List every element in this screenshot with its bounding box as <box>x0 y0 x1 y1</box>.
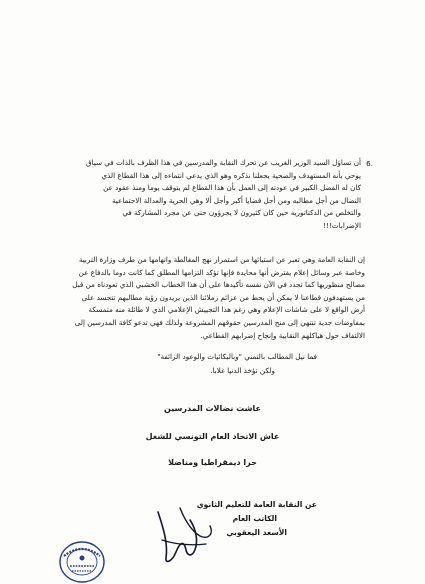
statement-line: أرض الواقع لا على شاشات الإعلام وهي رغم هذا التجييش الإعلامي الذي لا طائلة منه متمسكة <box>88 305 365 315</box>
point6-line: أن تساؤل السيد الوزير الغريب عن تحرك النقابة والمدرسين في هذا الظرف بالذات في سياق <box>86 158 361 167</box>
signatory-title: الكاتب العام <box>232 514 277 523</box>
statement-line: إن النقابة العامة وهي تعبر عن استيائها من استمرار نهج المغالطة واتهامها من طرف وزارة التربية <box>78 255 365 264</box>
point6-line: والتخلص من الدكتاتورية حين كان كثيرون لا يجرؤون حتى عن مجرد المشاركة في <box>122 208 361 218</box>
point6-line: كان له الفضل الكبير في عودته إلى العمل بأن هذا القطاع لم يتوقف يوما ومنذ عقود عن <box>103 183 361 193</box>
statement-line: الالتفاف حول هياكلهم النقابية وإنجاح إضرابهم القطاعي. <box>200 330 365 340</box>
handwritten-signature <box>150 500 220 570</box>
statement-line: من يستهدفون قطاعنا لا يمكن أن يحط من عزائم زملائنا الذين يريدون رؤية مطالبهم تتجسد على <box>81 292 365 302</box>
point-number: 6. <box>366 159 373 168</box>
union-stamp <box>58 540 106 584</box>
union-name: عن النقابة العامة للتعليم الثانوي <box>196 500 317 509</box>
quote-line-1: فما نيل المطالب بالتمني "وبالبكائيات والوعود الزائفة" <box>157 352 317 361</box>
statement-line: مصالح منظوريها كما تجدد في الآن نفسه تأكيدها على أن هذا الخطاب الخشبي الذي تعودناه من قبل <box>72 280 365 290</box>
quote-line-2: ولكن تؤخذ الدنيا غلابا. <box>210 366 275 375</box>
slogan-2: عاش الاتحاد العام التونسي للشغل <box>145 432 280 441</box>
point6-line: يوحي بأنه المستهدف والضحية يجعلنا نذكره وهو الذي يدعي انتماءه إلى هذا القطاع الذي <box>101 170 361 180</box>
signatory-name: الأسعد اليعقوبي <box>226 528 287 537</box>
union-statement-paragraph <box>60 254 365 342</box>
statement-line: وخاصة عبر وسائل إعلام يفترض أنها محايدة فإنها تؤكد التزامها المطلق كما كانت دوما بالدفاع عن <box>78 267 365 277</box>
point6-line: النضال من أجل مطالبه ومن أجل قضايا أكبر وأجل ألا وهي الحرية والعدالة الاجتماعية <box>112 195 361 205</box>
slogan-1: عاشت نضالات المدرسين <box>164 404 261 413</box>
slogan-3: حرا ديمقراطيا ومناضلا <box>168 458 257 467</box>
point6-paragraph <box>71 157 361 233</box>
point6-line: الإضرابات!!! <box>323 220 361 230</box>
statement-line: بمفاوضات جدية تنتهي إلى منح المدرسين حقوقهم المشروعة ولذلك فهي تدعو كافة المدرسين إلى <box>74 317 365 327</box>
